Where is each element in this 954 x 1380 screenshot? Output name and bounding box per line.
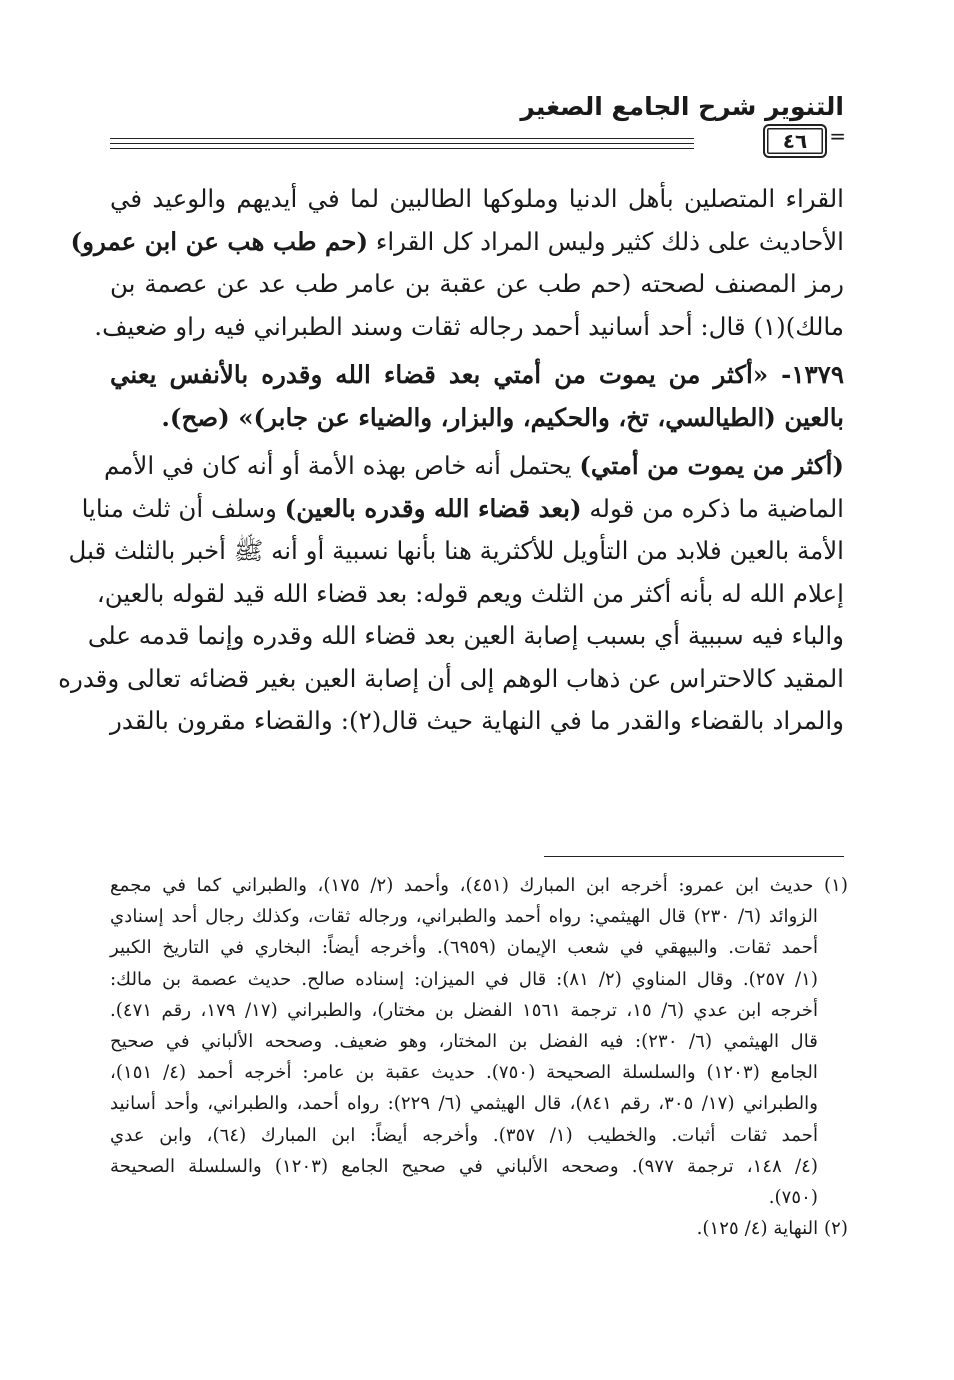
body-line: إعلام الله له بأنه أكثر من الثلث ويعم قوله: بعد قضاء الله قيد لقوله بالعين، <box>96 578 844 608</box>
footnote-line: الزوائد (٦/ ٢٣٠) قال الهيثمي: رواه أحمد والطبراني، ورجاله ثقات، وكذلك رجال أحد إسنادي <box>110 906 818 928</box>
footnote-line: (٧٥٠). <box>768 1187 818 1209</box>
body-line: الأحاديث على ذلك كثير وليس المراد كل القراء (حم طب هب عن ابن عمرو) <box>70 226 844 256</box>
body-line: القراء المتصلين بأهل الدنيا وملوكها الطالبين لما في أيديهم والوعيد في <box>110 184 844 213</box>
page-number-text: ٤٦ <box>782 129 808 153</box>
hadith-line: بالعين (الطيالسي، تخ، والحكيم، والبزار، والضياء عن جابر)» (صح). <box>161 402 844 432</box>
footnote-line: الجامع (١٢٠٣) والسلسلة الصحيحة (٧٥٠). حديث عقبة بن عامر: أخرجه أحمد (٤/ ١٥١)، <box>110 1062 818 1084</box>
header-rule <box>110 148 694 149</box>
body-line: مالك)(١) قال: أحد أسانيد أحمد رجاله ثقات وسند الطبراني فيه راو ضعيف. <box>94 311 844 341</box>
footnotes <box>110 870 848 1244</box>
running-title: التنوير شرح الجامع الصغير <box>520 92 844 121</box>
main-text <box>58 178 844 743</box>
footnote-line: (١) حديث ابن عمرو: أخرجه ابن المبارك (٤٥١)، وأحمد (٢/ ١٧٥)، والطبراني كما في مجمع <box>110 875 849 896</box>
body-line: (أكثر من يموت من أمتي) يحتمل أنه خاص بهذه الأمة أو أنه كان في الأمم <box>103 451 844 480</box>
footnote-line: أخرجه ابن عدي (٦/ ١٥، ترجمة ١٥٦١ الفضل بن مختار)، والطبراني (١٧/ ١٧٩، رقم ٤٧١). <box>110 999 818 1021</box>
footnote-line: (٤/ ١٤٨، ترجمة ٩٧٧). وصححه الألباني في صحيح الجامع (١٢٠٣) والسلسلة الصحيحة <box>110 1155 818 1177</box>
footnote-line: أحمد ثقات أثبات. والخطيب (١/ ٣٥٧). وأخرجه أيضاً: ابن المبارك (٦٤)، وابن عدي <box>110 1124 818 1146</box>
footnote-line: أحمد ثقات. والبيهقي في شعب الإيمان (٦٩٥٩). وأخرجه أيضاً: البخاري في التاريخ الكبير <box>110 937 818 959</box>
header-rule <box>110 138 694 139</box>
header-rule <box>110 143 694 144</box>
body-line: رمز المصنف لصحته (حم طب عن عقبة بن عامر طب عد عن عصمة بن <box>110 269 844 298</box>
footnote-line: قال الهيثمي (٦/ ٢٣٠): فيه الفضل بن المختار، وهو ضعيف. وصححه الألباني في صحيح <box>110 1031 818 1053</box>
body-line: الأمة بالعين فلابد من التأويل للأكثرية هنا بأنها نسبية أو أنه ﷺ أخبر بالثلث قبل <box>68 536 844 565</box>
page-number <box>763 124 827 158</box>
body-line: والباء فيه سببية أي بسبب إصابة العين بعد قضاء الله وقدره وإنما قدمه على <box>87 621 844 650</box>
footnote-line: (٢) النهاية (٤/ ١٢٥). <box>696 1218 848 1240</box>
footnote-line: والطبراني (١٧/ ٣٠٥، رقم ٨٤١)، قال الهيثمي (٦/ ٢٢٩): رواه أحمد، والطبراني، وأحد أسانيد <box>110 1093 818 1115</box>
hadith-line: ١٣٧٩- «أكثر من يموت من أمتي بعد قضاء الله وقدره بالأنفس يعني <box>110 360 844 389</box>
footnote-line: (١/ ٢٥٧). وقال المناوي (٢/ ٨١): قال في الميزان: إسناده صالح. حديث عصمة بن مالك: <box>110 968 818 990</box>
body-line: الماضية ما ذكره من قوله (بعد قضاء الله وقدره بالعين) وسلف أن ثلث منايا <box>81 493 844 523</box>
body-line: المقيد كالاحتراس عن ذهاب الوهم إلى أن إصابة العين بغير قضائه تعالى وقدره <box>58 663 844 693</box>
header-ornament: = <box>829 124 846 148</box>
footnote-separator <box>544 856 844 857</box>
body-line: والمراد بالقضاء والقدر ما في النهاية حيث قال(٢): والقضاء مقرون بالقدر <box>110 706 844 735</box>
